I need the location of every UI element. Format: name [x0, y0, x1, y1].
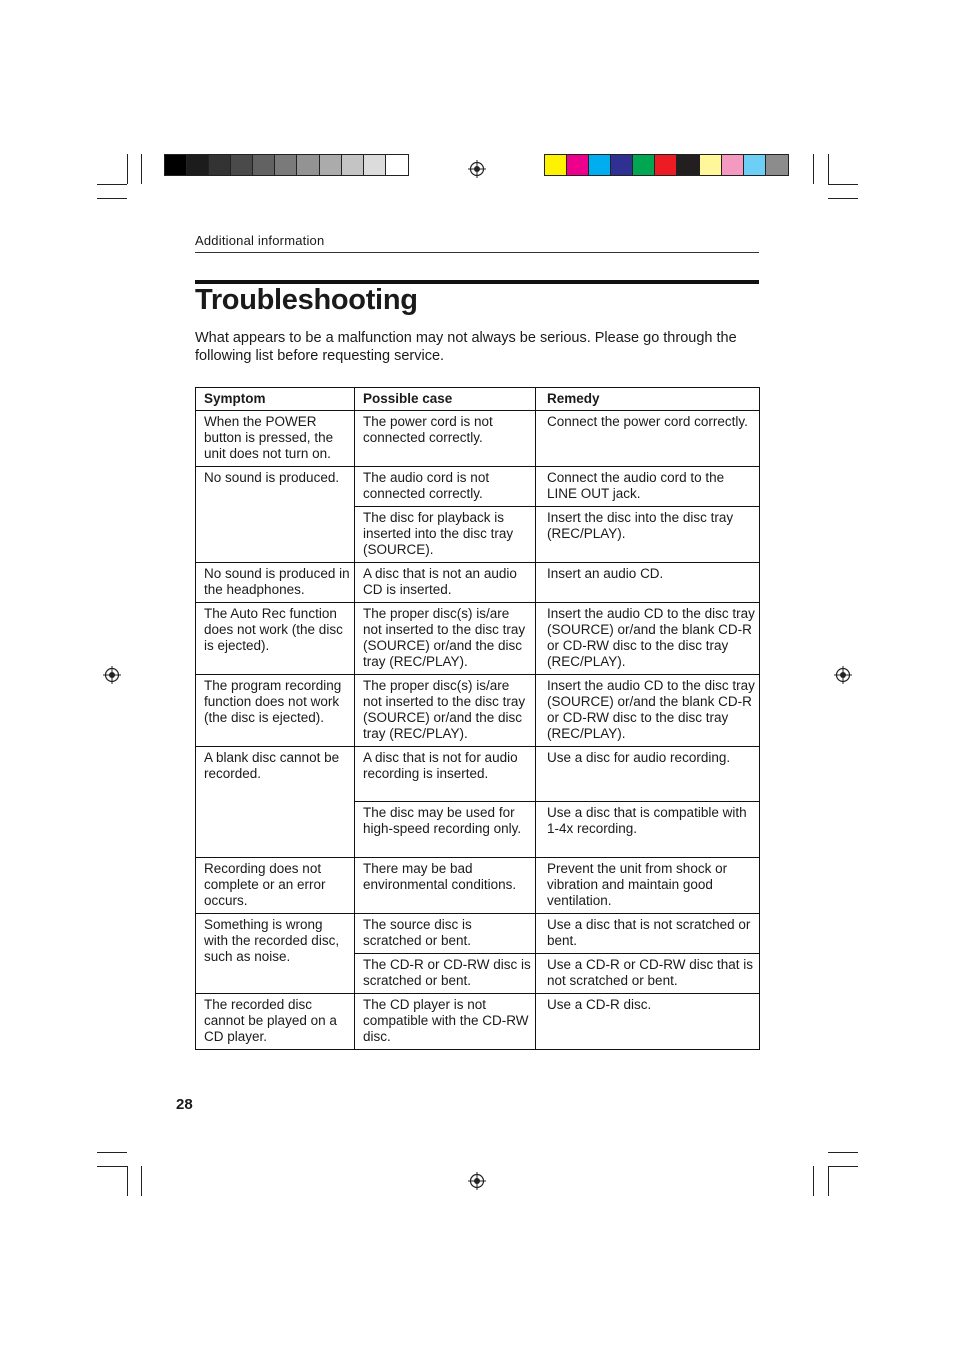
case-cell: There may be bad environmental conditions. [355, 858, 536, 914]
case-cell: The CD player is not compatible with the CD-RW disc. [355, 994, 536, 1050]
remedy-cell: Use a CD-R disc. [536, 994, 760, 1050]
symptom-cell: A blank disc cannot be recorded. [196, 747, 355, 858]
grayscale-swatch [275, 155, 297, 175]
crop-mark-top-left [127, 154, 128, 184]
color-swatch [611, 155, 633, 175]
grayscale-swatch [187, 155, 209, 175]
color-swatch [766, 155, 788, 175]
color-swatch [700, 155, 722, 175]
table-header-row [196, 388, 760, 411]
page-title: Troubleshooting [195, 284, 418, 316]
section-header: Additional information [195, 233, 325, 248]
crop-mark-bottom-left [127, 1166, 128, 1196]
symptom-cell: No sound is produced. [196, 467, 355, 563]
crop-mark-bottom-left [141, 1166, 142, 1196]
color-swatch [567, 155, 589, 175]
remedy-cell: Use a CD-R or CD-RW disc that is not scratched or bent. [536, 954, 760, 994]
grayscale-swatch [386, 155, 408, 175]
table-row [196, 603, 760, 675]
table-row [196, 994, 760, 1050]
registration-mark-right-icon [834, 666, 852, 684]
symptom-cell: The program recording function does not work (the disc is ejected). [196, 675, 355, 747]
crop-mark-top-right [813, 154, 814, 184]
crop-mark-top-left [97, 198, 127, 199]
header-possible-case: Possible case [355, 388, 536, 411]
remedy-cell: Use a disc that is not scratched or bent. [536, 914, 760, 954]
table-row [196, 858, 760, 914]
case-cell: The source disc is scratched or bent. [355, 914, 536, 954]
crop-mark-bottom-right [828, 1166, 829, 1196]
remedy-cell: Connect the audio cord to the LINE OUT jack. [536, 467, 760, 507]
case-cell: A disc that is not an audio CD is inserted. [355, 563, 536, 603]
remedy-cell: Use a disc that is compatible with 1-4x recording. [536, 802, 760, 858]
table-row [196, 747, 760, 802]
remedy-cell: Use a disc for audio recording. [536, 747, 760, 802]
color-swatch [744, 155, 766, 175]
case-cell: The proper disc(s) is/are not inserted to the disc tray (SOURCE) or/and the disc tray (REC/PLAY). [355, 603, 536, 675]
remedy-cell: Prevent the unit from shock or vibration and maintain good ventilation. [536, 858, 760, 914]
table-row [196, 914, 760, 954]
crop-mark-bottom-left [97, 1166, 127, 1167]
crop-mark-top-left [97, 184, 127, 185]
registration-mark-bottom-icon [468, 1172, 486, 1190]
grayscale-swatch [364, 155, 386, 175]
table-row [196, 467, 760, 507]
remedy-cell: Insert the audio CD to the disc tray (SOURCE) or/and the blank CD-R or CD-RW disc to the disc tray (REC/PLAY). [536, 675, 760, 747]
page-number: 28 [176, 1096, 193, 1113]
crop-mark-bottom-right [828, 1152, 858, 1153]
grayscale-swatch [297, 155, 319, 175]
registration-mark-top-icon [468, 160, 486, 178]
case-cell: A disc that is not for audio recording is inserted. [355, 747, 536, 802]
remedy-cell: Connect the power cord correctly. [536, 411, 760, 467]
crop-mark-top-right [828, 184, 858, 185]
color-swatch [722, 155, 744, 175]
grayscale-swatch [253, 155, 275, 175]
case-cell: The audio cord is not connected correctly. [355, 467, 536, 507]
color-swatch [633, 155, 655, 175]
crop-mark-bottom-right [813, 1166, 814, 1196]
table-row [196, 675, 760, 747]
crop-mark-top-left [141, 154, 142, 184]
symptom-cell: When the POWER button is pressed, the unit does not turn on. [196, 411, 355, 467]
crop-mark-top-right [828, 154, 829, 184]
grayscale-bar [164, 154, 409, 176]
symptom-cell: The recorded disc cannot be played on a CD player. [196, 994, 355, 1050]
registration-mark-left-icon [103, 666, 121, 684]
header-symptom: Symptom [196, 388, 355, 411]
remedy-cell: Insert the audio CD to the disc tray (SOURCE) or/and the blank CD-R or CD-RW disc to the disc tray (REC/PLAY). [536, 603, 760, 675]
case-cell: The power cord is not connected correctly. [355, 411, 536, 467]
color-swatch [677, 155, 699, 175]
case-cell: The proper disc(s) is/are not inserted to the disc tray (SOURCE) or/and the disc tray (REC/PLAY). [355, 675, 536, 747]
table-row [196, 411, 760, 467]
crop-mark-bottom-left [97, 1152, 127, 1153]
symptom-cell: No sound is produced in the headphones. [196, 563, 355, 603]
color-swatch [655, 155, 677, 175]
grayscale-swatch [209, 155, 231, 175]
case-cell: The disc for playback is inserted into the disc tray (SOURCE). [355, 507, 536, 563]
color-swatch [589, 155, 611, 175]
grayscale-swatch [320, 155, 342, 175]
symptom-cell: Recording does not complete or an error occurs. [196, 858, 355, 914]
symptom-cell: Something is wrong with the recorded disc, such as noise. [196, 914, 355, 994]
symptom-cell: The Auto Rec function does not work (the disc is ejected). [196, 603, 355, 675]
case-cell: The disc may be used for high-speed recording only. [355, 802, 536, 858]
header-rule [195, 252, 759, 253]
grayscale-swatch [342, 155, 364, 175]
troubleshooting-table [195, 387, 760, 1050]
color-bar [544, 154, 789, 176]
grayscale-swatch [231, 155, 253, 175]
table-row [196, 563, 760, 603]
crop-mark-bottom-right [828, 1166, 858, 1167]
crop-mark-top-right [828, 198, 858, 199]
header-remedy: Remedy [536, 388, 760, 411]
remedy-cell: Insert the disc into the disc tray (REC/PLAY). [536, 507, 760, 563]
color-swatch [545, 155, 567, 175]
case-cell: The CD-R or CD-RW disc is scratched or bent. [355, 954, 536, 994]
remedy-cell: Insert an audio CD. [536, 563, 760, 603]
intro-paragraph: What appears to be a malfunction may not always be serious. Please go through the following list before requesting service. [195, 330, 737, 364]
grayscale-swatch [165, 155, 187, 175]
